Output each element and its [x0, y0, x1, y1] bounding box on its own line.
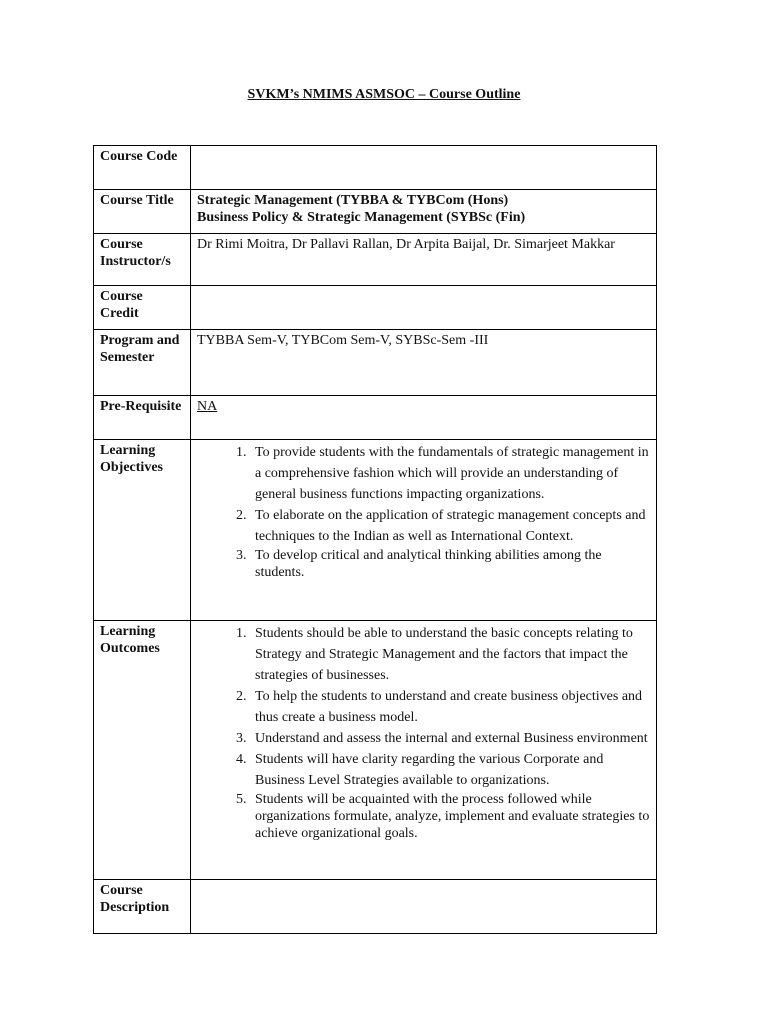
course-instructors-row	[94, 234, 657, 286]
course-title-label: Course Title	[94, 190, 191, 234]
program-semester-value: TYBBA Sem-V, TYBCom Sem-V, SYBSc-Sem -III	[191, 330, 657, 396]
learning-objectives-value	[191, 440, 657, 621]
course-credit-value	[191, 286, 657, 330]
learning-outcomes-value	[191, 621, 657, 880]
program-semester-row	[94, 330, 657, 396]
prerequisite-label: Pre-Requisite	[94, 396, 191, 440]
outcome-item: 5. Students will be acquainted with the process followed while organizations formulate, analyze, implement and evaluate strategies to achieve organizational goals.	[250, 791, 650, 842]
objectives-list	[197, 442, 650, 581]
outcome-item: 3. Understand and assess the internal and external Business environment	[250, 728, 650, 749]
outcome-item: 2. To help the students to understand and create business objectives and thus create a business model.	[250, 686, 650, 728]
course-code-value	[191, 146, 657, 190]
prerequisite-value	[191, 396, 657, 440]
objective-item: 3. To develop critical and analytical thinking abilities among the students.	[250, 547, 650, 581]
learning-outcomes-label: Learning Outcomes	[94, 621, 191, 880]
course-credit-row	[94, 286, 657, 330]
course-code-row	[94, 146, 657, 190]
learning-objectives-row	[94, 440, 657, 621]
objective-item: 1. To provide students with the fundamentals of strategic management in a comprehensive fashion which will provide an understanding of general business functions impacting organizations.	[250, 442, 650, 505]
course-description-value	[191, 880, 657, 934]
outcome-item: 4. Students will have clarity regarding the various Corporate and Business Level Strategies available to organizations.	[250, 749, 650, 791]
objective-item: 2. To elaborate on the application of strategic management concepts and techniques to the Indian as well as International Context.	[250, 505, 650, 547]
outcome-item: 1. Students should be able to understand the basic concepts relating to Strategy and Strategic Management and the factors that impact the strategies of businesses.	[250, 623, 650, 686]
course-title-row	[94, 190, 657, 234]
outcomes-list	[197, 623, 650, 842]
course-description-row	[94, 880, 657, 934]
course-title-line-1: Strategic Management (TYBBA & TYBCom (Hons)	[197, 193, 509, 208]
course-instructors-value: Dr Rimi Moitra, Dr Pallavi Rallan, Dr Arpita Baijal, Dr. Simarjeet Makkar	[191, 234, 657, 286]
learning-outcomes-row	[94, 621, 657, 880]
prerequisite-text: NA	[197, 399, 218, 414]
course-credit-label: Course Credit	[94, 286, 191, 330]
learning-objectives-label: Learning Objectives	[94, 440, 191, 621]
course-outline-table	[93, 145, 657, 934]
course-title-line-2: Business Policy & Strategic Management (SYBSc (Fin)	[197, 210, 526, 225]
page-title: SVKM’s NMIMS ASMSOC – Course Outline	[247, 87, 521, 102]
course-code-label: Course Code	[94, 146, 191, 190]
program-semester-label: Program and Semester	[94, 330, 191, 396]
course-description-label: Course Description	[94, 880, 191, 934]
course-title-value	[191, 190, 657, 234]
prerequisite-row	[94, 396, 657, 440]
course-instructors-label: Course Instructor/s	[94, 234, 191, 286]
